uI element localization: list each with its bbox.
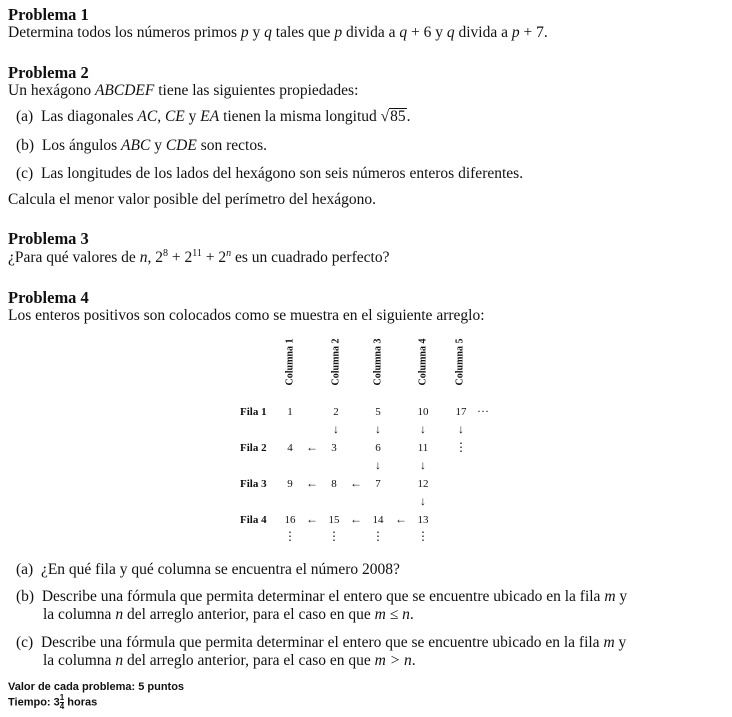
cell-r1-c1: 1 bbox=[287, 406, 293, 418]
footer-value-per-problem: Valor de cada problema: 5 puntos bbox=[8, 681, 185, 693]
arrow-left-r4-c: ← bbox=[395, 512, 407, 526]
cell-r4-c2: 15 bbox=[328, 514, 340, 526]
column-header-2: Columna 2 bbox=[330, 338, 342, 386]
problem-3-statement: ¿Para qué valores de n, $2^8 + 2^{11} + 2^n$ es un cuadrado perfecto? bbox=[8, 248, 390, 266]
column-header-5: Columna 5 bbox=[454, 338, 466, 386]
column-header-1: Columna 1 bbox=[284, 338, 296, 386]
col-5-vdots: ⋮ bbox=[455, 440, 467, 454]
cell-r3-c2: 8 bbox=[331, 478, 337, 490]
cell-r3-c1: 9 bbox=[287, 478, 293, 490]
arrow-down-c4-r2: ↓ bbox=[420, 458, 426, 472]
arrow-left-r2-a: ← bbox=[306, 440, 318, 454]
arrow-down-c2-r1: ↓ bbox=[333, 422, 339, 436]
problem-2-item-a: (a) Las diagonales AC, CE y EA tienen la misma longitud √85. bbox=[16, 108, 411, 125]
column-header-3: Columna 3 bbox=[372, 338, 384, 386]
cell-r1-c3: 5 bbox=[375, 406, 381, 418]
arrow-down-c3-r2: ↓ bbox=[375, 458, 381, 472]
arrow-left-r3-b: ← bbox=[350, 476, 362, 490]
problem-4-item-c-line-1: (c) Describe una fórmula que permita determinar el entero que se encuentre ubicado en la fila m y bbox=[16, 634, 627, 651]
arrow-left-r4-b: ← bbox=[350, 512, 362, 526]
problem-2-item-c: (c) Las longitudes de los lados del hexágono son seis números enteros diferentes. bbox=[16, 165, 524, 182]
col-4-vdots: ⋮ bbox=[417, 529, 429, 543]
problem-2-title: Problema 2 bbox=[8, 63, 89, 82]
column-header-4: Columna 4 bbox=[417, 338, 429, 386]
cell-r2-c1: 4 bbox=[287, 442, 293, 454]
col-2-vdots: ⋮ bbox=[328, 529, 340, 543]
problem-4-item-b-line-1: (b) Describe una fórmula que permita determinar el entero que se encuentre ubicado en la fila m y bbox=[16, 588, 628, 605]
problem-4-item-a: (a) ¿En qué fila y qué columna se encuentra el número 2008? bbox=[16, 561, 400, 578]
cell-r4-c1: 16 bbox=[284, 514, 296, 526]
row-1-ellipsis: ··· bbox=[477, 404, 489, 418]
col-1-vdots: ⋮ bbox=[284, 529, 296, 543]
arrow-left-r3-a: ← bbox=[306, 476, 318, 490]
problem-2-item-b: (b) Los ángulos ABC y CDE son rectos. bbox=[16, 137, 267, 154]
cell-r2-c2: 3 bbox=[331, 442, 337, 454]
cell-r1-c2: 2 bbox=[333, 406, 339, 418]
row-label-1: Fila 1 bbox=[240, 406, 267, 418]
problem-1-title: Problema 1 bbox=[8, 5, 89, 24]
row-label-3: Fila 3 bbox=[240, 478, 267, 490]
cell-r3-c3: 7 bbox=[375, 478, 381, 490]
problem-2-intro: Un hexágono ABCDEF tiene las siguientes propiedades: bbox=[8, 82, 359, 99]
cell-r2-c4: 11 bbox=[417, 442, 429, 454]
arrow-down-c5-r1: ↓ bbox=[458, 422, 464, 436]
row-label-4: Fila 4 bbox=[240, 514, 267, 526]
problem-4-item-b-line-2: la columna n del arreglo anterior, para el caso en que m ≤ n. bbox=[43, 606, 414, 623]
problem-2-closing: Calcula el menor valor posible del perímetro del hexágono. bbox=[8, 191, 377, 208]
time-fraction: $\frac{1}{4}$ bbox=[59, 693, 65, 711]
problem-4-item-c-line-2: la columna n del arreglo anterior, para el caso en que m > n. bbox=[43, 652, 416, 669]
footer-time: Tiempo: 3 $\frac{1}{4}$ horas bbox=[8, 693, 98, 711]
problem-4-title: Problema 4 bbox=[8, 288, 89, 307]
arrow-down-c3-r1: ↓ bbox=[375, 422, 381, 436]
problem-4-intro: Los enteros positivos son colocados como se muestra en el siguiente arreglo: bbox=[8, 307, 485, 324]
row-label-2: Fila 2 bbox=[240, 442, 267, 454]
cell-r4-c4: 13 bbox=[417, 514, 429, 526]
cell-r1-c5: 17 bbox=[455, 406, 467, 418]
cell-r1-c4: 10 bbox=[417, 406, 429, 418]
problem-3-title: Problema 3 bbox=[8, 229, 89, 248]
arrow-left-r4-a: ← bbox=[306, 512, 318, 526]
cell-r4-c3: 14 bbox=[372, 514, 384, 526]
cell-r3-c4: 12 bbox=[417, 478, 429, 490]
arrow-down-c4-r1: ↓ bbox=[420, 422, 426, 436]
arrow-down-c4-r3: ↓ bbox=[420, 494, 426, 508]
cell-r2-c3: 6 bbox=[375, 442, 381, 454]
problem-1-statement: Determina todos los números primos p y q tales que p divida a q + 6 y q divida a p + 7. bbox=[8, 24, 548, 41]
col-3-vdots: ⋮ bbox=[372, 529, 384, 543]
